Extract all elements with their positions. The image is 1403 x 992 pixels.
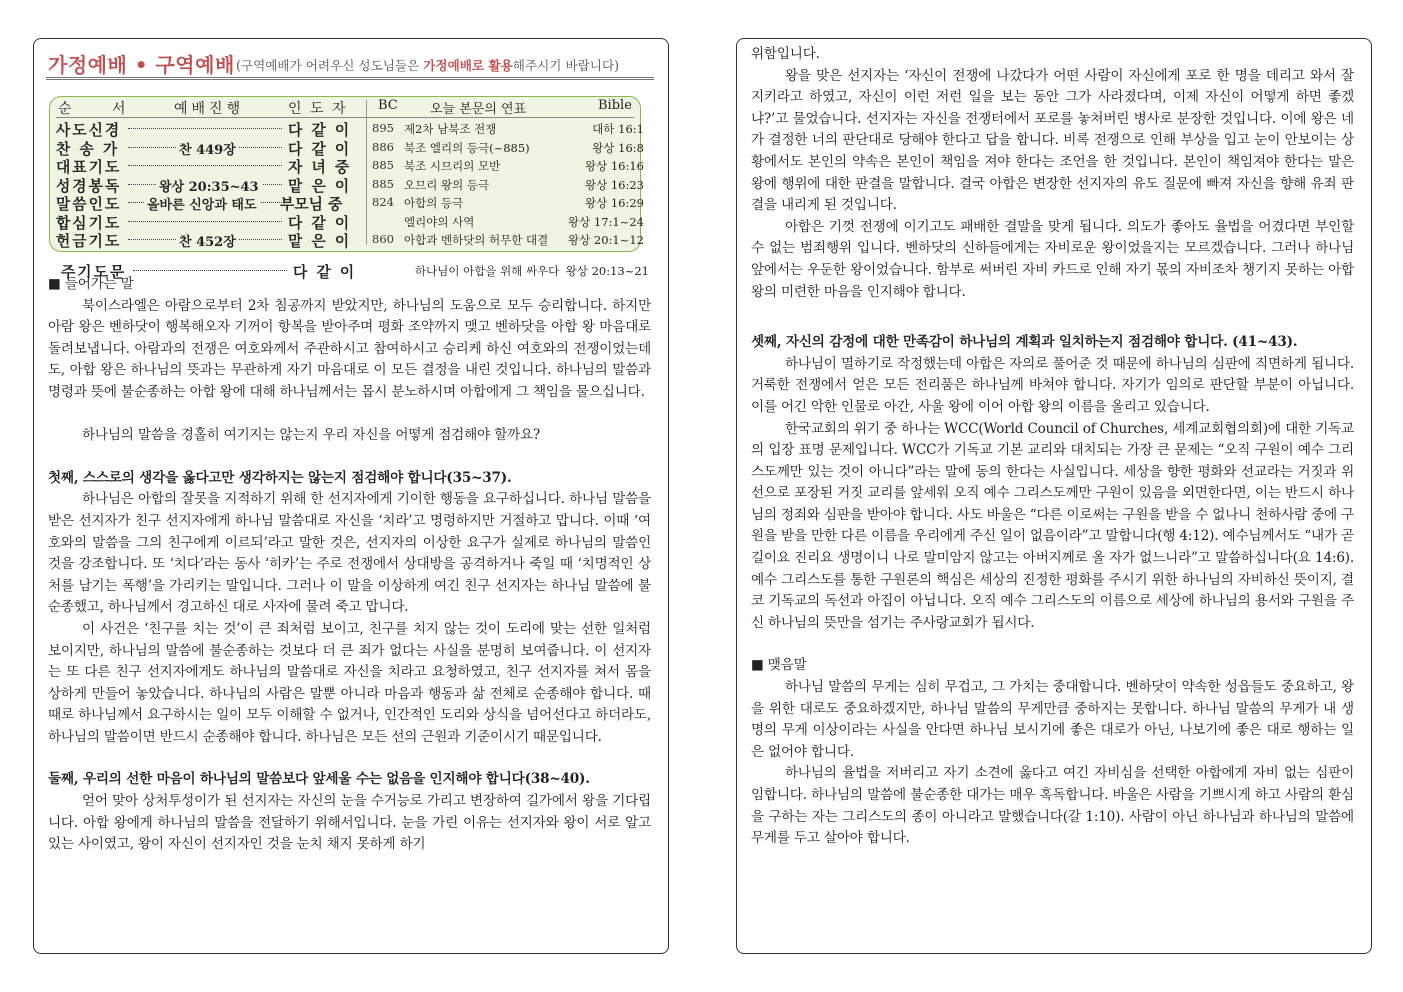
closing-heading: ■ 맺음말	[751, 657, 807, 674]
page-title: 가정예배 • 구역예배	[48, 53, 235, 77]
worship-order-box	[49, 96, 644, 252]
right-page	[736, 38, 1372, 954]
paragraph: 하나님의 율법을 저버리고 자기 소견에 옳다고 여긴 자비심을 선택한 아합에게 자비 없는 심판이 임합니다. 하나님의 말씀에 불순종한 대가는 매우 혹독합니다. 바울은 사람을 기쁘시게 하고 사람의 환심을 구하는 자는 그리스도의 종이 아니라고 말했습니다(갈 1:10). 사람이 아닌 하나님과 하나님의 말씀에 무게를 두고 살아야 합니다.	[751, 765, 1354, 847]
order-row: 합심기도 다 같 이	[56, 214, 352, 232]
timeline-row: 885 오므리 왕의 등극 왕상 16:23	[372, 176, 644, 192]
paragraph: 하나님 말씀의 무게는 심히 무겁고, 그 가치는 중대합니다. 벤하닷이 약속한 성읍들도 중요하고, 왕을 위한 대로도 중요하겠지만, 하나님 말씀의 무게만큼 중하지는 못합니다. 하나님 말씀의 무게가 내 생명의 무게 이상이라는 사실을 안다면 하나님 보시기에 좋은 대로가 아닌, 나보기에 좋은 대로 행하는 일은 없어야 합니다.	[751, 679, 1354, 760]
timeline-row: 885 북조 시므리의 모반 왕상 16:16	[372, 158, 644, 173]
paragraph: 북이스라엘은 아람으로부터 2차 침공까지 받았지만, 하나님의 도움으로 모두 승리합니다. 하지만 아람 왕은 벤하닷이 행복해오자 기꺼이 항복을 받아주며 평화 조약까지 맺고 벤하닷을 아합 왕 마음대로 돌려보냅니다. 아람과의 전쟁은 여호와께서 주관하시고 참여하시고 승리케 하신 여호와의 전쟁이었는데도, 아합 왕은 하나님의 뜻과는 무관하게 자기 마음대로 이 모든 결정을 내린 것입니다. 하나님의 말씀과 명령과 뜻에 불순종하는 아합 왕에 대해 하나님께서는 몹시 분노하시며 아합에게 그 책임을 물으십니다.	[48, 297, 651, 400]
paragraph: 얻어 맞아 상처투성이가 된 선지자는 자신의 눈을 수거능로 가리고 변장하여 길가에서 왕을 기다립니다. 아합 왕에게 하나님의 말씀을 전달하기 위해서입니다. 눈을 가린 이유는 선지자와 왕이 서로 알고 있는 사이였고, 왕이 자신이 선지자인 것을 눈치 채지 못하게 하기	[48, 793, 651, 853]
paragraph: 하나님의 말씀을 경홀히 여기지는 않는지 우리 자신을 어떻게 점검해야 할까요?	[82, 427, 540, 444]
paragraph: 아합은 기껏 전쟁에 이기고도 패배한 결말을 맞게 됩니다. 의도가 좋아도 율법을 어겼다면 부인할 수 없는 범죄행위 입니다. 벤하닷의 신하들에게는 자비로운 왕이었을지는 모르겠습니다. 그러나 하나님 앞에서는 우둔한 왕이었습니다. 함부로 써버린 자비 카드로 인해 자기 몫의 자비조차 챙기지 못하는 아합 왕의 미련한 마음을 인지해야 합니다.	[751, 218, 1354, 300]
timeline-row: 824 아합의 등극 왕상 16:29	[372, 195, 644, 210]
order-row: 사도신경 다 같 이	[56, 122, 352, 139]
section-heading: 둘째, 우리의 선한 마음이 하나님의 말씀보다 앞세울 수는 없음을 인지해야 합니다(38~40).	[48, 771, 590, 788]
section-heading: 첫째, 스스로의 생각을 옳다고만 생각하지는 않는지 점검해야 합니다(35~37).	[48, 469, 512, 486]
paragraph: 왕을 맞은 선지자는 ‘자신이 전쟁에 나갔다가 어떤 사람이 자신에게 포로 한 명을 데리고 와서 잘 지키라고 하였고, 자신이 이런 저런 일을 보는 동안 그가 사라졌다며, 이제 자신이 어떻게 하면 좋겠냐?’고 물었습니다. 선지자는 자신을 전쟁터에서 포로를 놓쳐버린 병사로 분장한 것입니다. 이에 왕은 네가 결정한 너의 판단대로 당해야 한다고 답을 합니다. 비록 전쟁으로 인해 부상을 입고 눈이 안보이는 상황에서도 본인의 약속은 본인이 책임을 져야 한다는 조언을 한 것입니다. 본인이 책임져야 한다는 말은 왕에 행위에 대한 판결을 말합니다. 결국 아합은 변장한 선지자의 유도 질문에 빠져 자신을 향해 유죄 판결을 내리게 된 것입니다.	[751, 67, 1354, 214]
timeline-row: 886 북조 엘리의 등극(~885) 왕상 16:8	[372, 139, 644, 155]
order-row: 헌금기도 찬 452장 맡 은 이	[56, 233, 352, 250]
paragraph: 위함입니다.	[751, 46, 820, 62]
page-subtitle: (구역예배가 어려우신 성도님들은 가정예배로 활용해주시기 바랍니다)	[236, 58, 620, 73]
intro-heading: ■ 들어가는 말	[48, 276, 134, 292]
paragraph: 하나님은 아합의 잘못을 지적하기 위해 한 선지자에게 기이한 행동을 요구하십니다. 하나님 말씀을 받은 선지자가 친구 선지자에게 하나님 말씀대로 자신을 ‘치라’고 명령하지만 거절하고 맙니다. 이때 ‘여호와의 말씀을 그의 친구에게 이르되’라고 말한 것은, 선지자의 이상한 요구가 실제로 하나님의 말씀인 것을 강조합니다. 또 ‘치다’라는 동사 ‘히카’는 주로 전쟁에서 상대방을 공격하거나 죽일 때 ‘치명적인 상처를 남기는 폭행’을 가리키는 말입니다. 그러나 이 말을 이상하게 여긴 친구 선지자는 하나님 말씀에 불순종했고, 하나님께서 경고하신 대로 사자에 물려 죽고 맙니다.	[48, 491, 651, 616]
order-row: 찬 송 가 찬 449장 다 같 이	[56, 140, 352, 158]
timeline-row: 엘리야의 사역 왕상 17:1~24	[404, 214, 644, 229]
timeline-row: 860 아합과 벤하닷의 허무한 대결 왕상 20:1~12	[372, 232, 644, 247]
order-row: 대표기도 자 녀 중	[56, 159, 352, 176]
title-bar	[46, 47, 654, 80]
paragraph: 하나님이 멸하기로 작정했는데 아합은 자의로 풀어준 것 때문에 하나님의 심판에 직면하게 됩니다. 거룩한 전쟁에서 얻은 모든 전리품은 하나님께 바쳐야 합니다. 자기가 임의로 판단할 부분이 아닙니다. 이를 어긴 악한 인물로 아간, 사울 왕에 이어 아합 왕의 이름을 올리고 있습니다.	[751, 355, 1354, 415]
section-heading: 셋째, 자신의 감정에 대한 만족감이 하나님의 계획과 일치하는지 점검해야 합니다. (41~43).	[751, 334, 1298, 351]
order-row: 말씀인도 올바른 신앙과 태도 부모님 중	[56, 196, 343, 213]
order-row-last: 주기도문 다 같 이 하나님이 아합을 위해 싸우다 왕상 20:13~21	[61, 264, 649, 281]
paragraph: 한국교회의 위기 중 하나는 WCC(World Council of Churches, 세계교회협의회)에 대한 기독교의 입장 표명 문제입니다. WCC가 기독교 기본 교리와 대치되는 가장 큰 문제는 “오직 구원이 예수 그리스도께만 있는 것이 아니다”라는 말에 동의 한다는 사실입니다. 세상을 향한 평화와 선교라는 거짓과 위선으로 포장된 거짓 교리를 앞세워 오직 예수 그리스도께만 구원이 있음을 외면한다면, 이는 반드시 하나님의 정죄와 심판을 받아야 합니다. 사도 바울은 “다른 이로써는 구원을 받을 수 없나니 천하사람 중에 구원을 받을 만한 다른 이름을 우리에게 주신 일이 없음이라”고 말합니다(행 4:12). 예수님께서도 “내가 곧 길이요 진리요 생명이니 나로 말미암지 않고는 아버지께로 올 자가 없느니라”고 말씀하십니다(요 14:6). 예수 그리스도를 통한 구원론의 핵심은 세상의 진정한 평화를 주시기 위한 하나님의 자비하신 뜻이지, 결코 기독교의 독선과 아집이 아닙니다. 오직 예수 그리스도의 이름으로 세상에 하나님의 용서와 구원을 주신 하나님의 뜻만을 섬기는 주사랑교회가 됩시다.	[751, 420, 1354, 631]
timeline-row: 895 제2차 남북조 전쟁 대하 16:1	[372, 121, 644, 136]
order-row: 성경봉독 왕상 20:35~43 맡 은 이	[56, 177, 352, 195]
left-page	[33, 38, 669, 954]
order-header: 순 서 예배진행 인 도 자 BC 오늘 본문의 연표 Bible	[56, 97, 634, 118]
paragraph: 이 사건은 ‘친구를 치는 것’이 큰 죄처럼 보이고, 친구를 치지 않는 것이 도리에 맞는 선한 일처럼 보이지만, 하나님의 말씀에 불순종하는 것보다 더 큰 죄가 없다는 사실을 분명히 보여줍니다. 이 선지자는 또 다른 친구 선지자에게도 하나님의 말씀대로 자신을 치라고 요청하였고, 친구 선지자를 쳐서 몸을 상하게 만들어 놓았습니다. 하나님의 사람은 말뿐 아니라 마음과 행동과 삶 전체로 순종해야 합니다. 때때로 하나님께서 요구하시는 일이 모두 이해할 수 없거나, 인간적인 도리와 상식을 넘어선다고 하더라도, 하나님의 말씀이면 반드시 순종해야 합니다. 하나님은 모든 선의 근원과 기준이시기 때문입니다.	[48, 620, 651, 745]
